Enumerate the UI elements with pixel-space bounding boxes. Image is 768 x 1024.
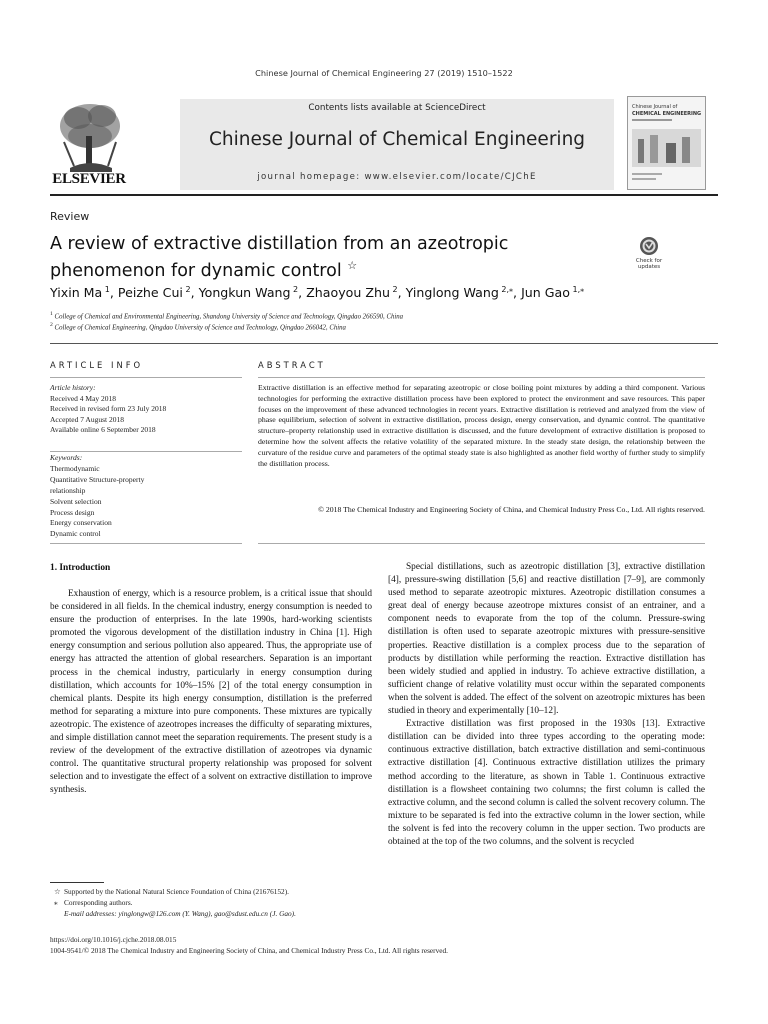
article-title <box>50 233 595 282</box>
journal-title: Chinese Journal of Chemical Engineering <box>208 129 586 150</box>
author-name[interactable]: Yinglong Wang <box>405 285 499 301</box>
sciencedirect-link[interactable]: Contents lists available at ScienceDirect <box>308 103 486 113</box>
footnote-emails[interactable] <box>50 908 380 919</box>
history-heading: Article history: <box>50 383 96 392</box>
affiliation-2 <box>50 322 346 331</box>
abstract-label: ABSTRACT <box>258 360 326 370</box>
check-updates-line1: Check for <box>635 258 663 264</box>
author-affiliation-mark: 2 <box>290 285 299 294</box>
footnote-rule <box>50 882 104 883</box>
affiliation-2-mark: 2 <box>50 322 53 328</box>
footnotes <box>50 886 380 919</box>
keyword-item[interactable]: Dynamic control <box>50 529 101 539</box>
body-column-left <box>50 588 372 798</box>
keywords-rule <box>50 451 242 452</box>
author-name[interactable]: Zhaoyou Zhu <box>306 285 390 301</box>
footnote-text: Corresponding authors. <box>64 898 133 907</box>
abstract-end-rule <box>258 543 705 544</box>
journal-homepage-link[interactable]: journal homepage: www.elsevier.com/locate/CJChE <box>257 172 537 182</box>
section-heading-introduction: 1. Introduction <box>50 563 111 573</box>
abstract-rule <box>258 377 705 378</box>
history-online: Available online 6 September 2018 <box>50 425 156 435</box>
body-paragraph: Exhaustion of energy, which is a resource problem, is a critical issue that should be considered in all fields. In the chemical industry, energy consumption is needed to ensure the production of enterprises. In the late 1990s, hard-working scientists promoted the vigorous development of the distillation industry in China [1]. High energy consumption and serious pollution also appeared. Thus, the appropriate use of energy has attracted the attention of global researchers. Separation is an important process in the chemical industry, particularly in energy consumption during distillation, which accounts for 10%–15% [2] of the total energy consumption in chemical plants. Despite its high energy consumption, distillation is the preferred method for separating a mixture into pure components. These mixtures are typically azeotropic. The existence of azeotropes increases the difficulty of separating mixtures, and simple distillation cannot meet the separation requirements. The present study is a review of the development of the extractive distillation of azeotropes via dynamic control. The quantitative structural property relationship was proposed for solvent selection and to investigate the effect of a solvent on extractive distillation to improve synthesis. <box>50 589 372 796</box>
author-name[interactable]: Jun Gao <box>521 285 570 301</box>
footnote-text: Supported by the National Natural Science Foundation of China (21676152). <box>64 887 289 896</box>
footnote-funding <box>50 886 380 897</box>
check-for-updates-badge[interactable] <box>626 235 672 271</box>
affiliation-2-text: College of Chemical Engineering, Qingdao University of Science and Technology, Qingdao 266042, China <box>54 324 346 332</box>
footnote-corresponding <box>50 897 380 908</box>
article-info-rule <box>50 377 242 378</box>
header-rule <box>50 194 718 196</box>
keyword-item[interactable]: Energy conservation <box>50 518 112 528</box>
body-column-right <box>388 561 705 849</box>
footnote-mark: ⁎ <box>54 898 58 907</box>
keyword-item[interactable]: Process design <box>50 507 95 517</box>
cover-graphic <box>628 97 705 189</box>
check-updates-line2: updates <box>637 264 661 270</box>
title-footnote-mark[interactable]: ☆ <box>347 259 358 272</box>
author-affiliation-mark: 2,⁎ <box>498 285 514 294</box>
affiliation-1-mark: 1 <box>50 311 53 317</box>
keywords-list <box>50 453 245 540</box>
keyword-item[interactable]: Thermodynamic <box>50 463 100 473</box>
article-info-end-rule <box>50 543 242 544</box>
keyword-item[interactable]: relationship <box>50 485 86 495</box>
cover-line2: CHEMICAL ENGINEERING <box>632 111 702 117</box>
section-rule <box>50 343 718 344</box>
article-type: Review <box>50 210 90 223</box>
affiliation-1-text: College of Chemical and Environmental Engineering, Shandong University of Science and Technology, Qingdao 266590, China <box>54 313 404 321</box>
author-name[interactable]: Yixin Ma <box>50 285 103 301</box>
keyword-item[interactable]: Quantitative Structure-property <box>50 474 145 484</box>
issn-copyright: 1004-9541/© 2018 The Chemical Industry and Engineering Society of China, and Chemical Industry Press Co., Ltd. All rights reserved. <box>50 945 448 955</box>
affiliation-1 <box>50 311 403 320</box>
history-revised: Received in revised form 23 July 2018 <box>50 404 167 414</box>
body-paragraph: Extractive distillation was first proposed in the 1930s [13]. Extractive distillation can be divided into three types according to the operating mode: continuous extractive distillation, batch extractive distillation and semi-continuous extractive distillation [4]. Continuous extractive distillation utilizes the primary method according to the literature, as shown in Table 1. Continuous extractive distillation is a flowsheet containing two columns; the first column is called the extractive column, and the second column is called the solvent recovery column. The mixture to be separated is fed into the extractive column in the lower section, while the solvent is fed into the recovery column in the upper section. Two products are obtained at the top of the two columns, and the solvent is recycled <box>388 719 705 847</box>
body-paragraph: Special distillations, such as azeotropic distillation [3], extractive distillation [4], pressure-swing distillation [5,6] and reactive distillation [7–9], are commonly used method to separate azeotropic mixtures. Azeotropic distillation consumes a great deal of energy because azeotrope mixtures consist of an entrainer, and a component needs to evaporate from the top of the column. Pressure-swing distillation is often used to separate azeotropic mixtures with pressure-sensitive properties. Reactive distillation is a complex process due to the separation of products by distillation while performing the reaction. Extractive distillation has been widely studied and applied in industry. To achieve extractive distillation, a sufficient change of relative volatility must occur within the separated components when the solvent is added. The effect of the solvent on azeotropic mixtures has been studied in theory and experimentally [10–12]. <box>388 562 705 717</box>
footnote-text[interactable]: E-mail addresses: yinglongw@126.com (Y. Wang), gao@sdust.edu.cn (J. Gao). <box>64 909 296 918</box>
author-name[interactable]: Peizhe Cui <box>117 285 183 301</box>
author-list: Yixin Ma $^1$, Peizhe Cui $^2$, Yongkun Wang $^2$, Zhaoyou Zhu $^2$, Yinglong Wang $^{2,⁎}$, Jun Gao $^{1,⁎}$ <box>50 285 585 301</box>
article-title-text: A review of extractive distillation from an azeotropic phenomenon for dynamic control <box>50 234 509 281</box>
journal-cover-thumbnail[interactable] <box>627 96 706 190</box>
author-affiliation-mark: 2 <box>182 285 191 294</box>
doi-link[interactable]: https://doi.org/10.1016/j.cjche.2018.08.015 <box>50 935 177 944</box>
article-history <box>50 383 245 436</box>
cover-line1: Chinese Journal of <box>632 104 678 110</box>
elsevier-wordmark: ELSEVIER <box>52 171 126 187</box>
article-info-label: ARTICLE INFO <box>50 360 144 370</box>
footnote-mark: ☆ <box>54 887 61 896</box>
page-footer <box>50 935 710 956</box>
keyword-item[interactable]: Solvent selection <box>50 496 102 506</box>
author-name[interactable]: Yongkun Wang <box>198 285 291 301</box>
author-affiliation-mark: 2 <box>389 285 398 294</box>
abstract-copyright: © 2018 The Chemical Industry and Engineering Society of China, and Chemical Industry Press Co., Ltd. All rights reserved. <box>318 505 705 514</box>
history-received: Received 4 May 2018 <box>50 393 117 403</box>
history-accepted: Accepted 7 August 2018 <box>50 414 124 424</box>
abstract-text: Extractive distillation is an effective method for separating azeotropic or close boiling point mixtures by adding a third component. Various technologies for performing the extractive distillation process have been explored to protect the environment and save resources. This paper focuses on the improvement of these advanced technologies in recent years. Extractive distillation is retrieved and analyzed from the view of phase equilibrium, selection of solvent in extractive distillation, process design, energy conservation, and dynamic control. The quantitative structure–property relationship used in extractive distillation is discussed, and the future development of extractive distillation is proposed to determine how the solvent affects the relative volatility of the separated mixture. In the steady state design, the relationship between the curvature of the residue curve and parameters of the optimal steady state is also highlighted as another field worthy of further study to simplify the distillation process. <box>258 383 705 468</box>
keywords-heading: Keywords: <box>50 453 83 462</box>
author-affiliation-mark: 1,⁎ <box>569 285 585 294</box>
author-affiliation-mark: 1 <box>102 285 110 294</box>
running-head: Chinese Journal of Chemical Engineering 27 (2019) 1510–1522 <box>255 68 513 78</box>
